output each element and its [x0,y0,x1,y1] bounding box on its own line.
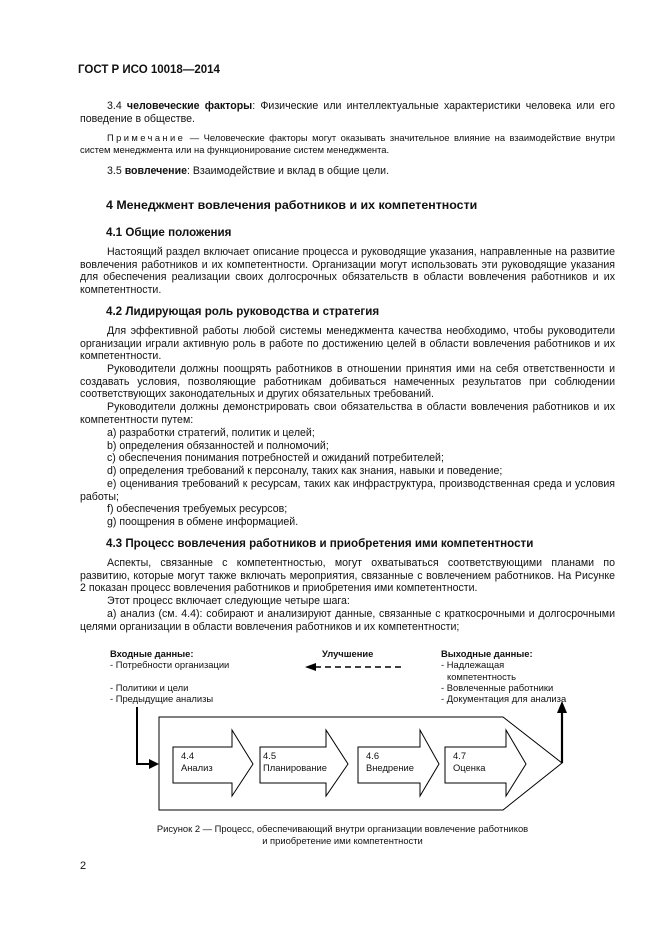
list-item: b) определения обязанностей и полномочий; [107,440,329,452]
term: человеческие факторы [126,100,253,112]
input-item: - Потребности организации [110,659,230,671]
section-4-2-paragraph-1: Для эффективной работы любой системы менеджмента качества необходимо, чтобы руководители организации играли активную роль в работе по достижению целей в области вовлечения работников и их компетентности. [80,325,615,363]
list-item: a) разработки стратегий, политик и целей; [107,427,315,439]
input-connector [137,707,152,764]
section-4-1-title: 4.1 Общие положения [106,226,232,239]
page-number: 2 [80,860,87,872]
output-item: - Вовлеченные работники [441,681,554,693]
outputs-title: Выходные данные: [441,648,533,659]
term: вовлечение [124,165,187,177]
section-4-3-paragraph-1: Аспекты, связанные с компетентностью, могут охватываться соответствующими планами по развитию, которые могут также включать мероприятия, связанные с вовлечением работников. На Рисунке 2 показан процесс вовлечения работников и приобретения ими компетентности. [80,557,615,595]
section-4-2-title: 4.2 Лидирующая роль руководства и стратегия [106,305,380,318]
note-label: Примечание [107,132,186,143]
figure-caption: Рисунок 2 — Процесс, обеспечивающий внутри организации вовлечение работников и приобретение ими компетентности [156,823,529,846]
step-label-analysis: 4.4 Анализ [181,750,213,773]
section-4-title: 4 Менеджмент вовлечения работников и их компетентности [106,198,478,212]
input-item: - Политики и цели [110,681,189,693]
arrow-left-icon [305,663,316,671]
section-4-2-paragraph-3: Руководители должны демонстрировать свои обязательства в области вовлечения работников и их компетентности путем: [80,401,615,426]
arrowhead-icon [149,759,159,769]
step-label-evaluation: 4.7 Оценка [453,750,486,773]
list-item: d) определения требований к персоналу, таких как знания, навыки и поведение; [107,465,503,477]
output-item: - Документация для анализа [441,693,567,705]
list-item: g) поощрения в обмене информацией. [107,516,299,528]
output-item: компетентность [447,670,516,682]
input-item: - Предыдущие анализы [110,692,214,704]
list-item: e) оценивания требований к ресурсам, таких как инфраструктура, производственная среда и условия работы; [80,478,615,503]
section-4-3-title: 4.3 Процесс вовлечения работников и приобретения ими компетентности [106,537,534,550]
section-4-2-paragraph-2: Руководители должны поощрять работников в отношении принятия ими на себя ответственности и создавать условия, позволяющие работникам добиваться намеченных результатов при соблюдении соответствующих законодательных и других обязательных требований. [80,363,615,401]
step-label-implementation: 4.6 Внедрение [366,750,414,773]
outputs-block [441,648,566,704]
note: Примечание — Человеческие факторы могут оказывать значительное влияние на взаимодействие внутри систем менеджмента или на функционирование систем менеджмента. [80,132,615,155]
document-header: ГОСТ Р ИСО 10018—2014 [78,64,220,76]
output-item: - Надлежащая [441,659,505,671]
section-4-3-paragraph-2: Этот процесс включает следующие четыре шага: [107,595,350,607]
inputs-title: Входные данные: [110,648,194,659]
list-item: f) обеспечения требуемых ресурсов; [107,503,288,515]
section-4-1-paragraph: Настоящий раздел включает описание процесса и руководящие указания, направленные на развитие вовлечения работников и их компетентности. Организации могут использовать эти руководящие указания для обеспечения реализации своих долгосрочных обязательств в области вовлечения работников и их компетентности. [80,246,615,296]
inputs-block [110,648,229,704]
list-item: c) обеспечения понимания потребностей и ожиданий потребителей; [107,452,444,464]
section-4-3-paragraph-3: a) анализ (см. 4.4): собирают и анализируют данные, связанные с краткосрочными и долгосрочными целями организации в области вовлечения работников и их компетентности; [80,608,615,633]
step-label-planning: 4.5 Планирование [263,750,327,773]
improvement-label: Улучшение [322,648,374,659]
definition-3-4: 3.4 человеческие факторы: Физические или интеллектуальные характеристики человека или его поведение в обществе. [80,100,615,125]
definition-3-5: 3.5 вовлечение: Взаимодействие и вклад в общие цели. [107,165,390,177]
